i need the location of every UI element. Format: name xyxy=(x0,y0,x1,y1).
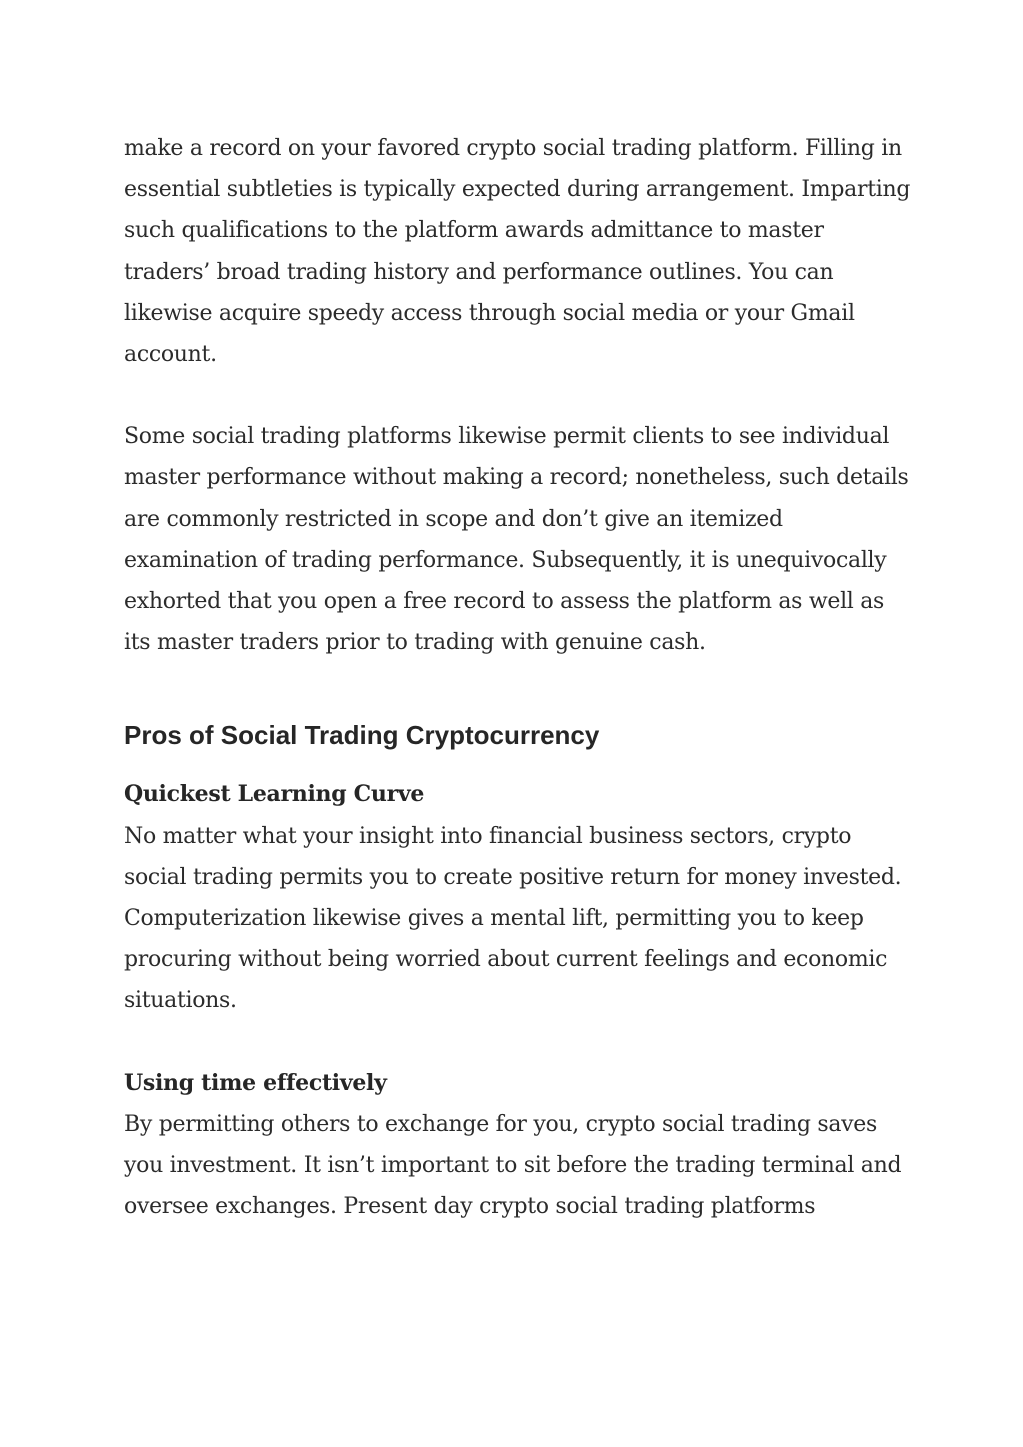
paragraph-learning-curve: No matter what your insight into financial business sectors, crypto social trading permits you to create positive return for money invested. Computerization likewise gives a mental lift, permitting you to keep procuring without being worried about current feelings and economic situations. xyxy=(124,823,902,1014)
paragraph-spacer xyxy=(124,1022,914,1063)
paragraph-account-setup: make a record on your favored crypto social trading platform. Filling in essential subtleties is typically expected during arrangement. Imparting such qualifications to the platform awards admittance to master traders’ broad trading history and performance outlines. You can likewise acquire speedy access through social media or your Gmail account. xyxy=(124,136,911,368)
subheading-learning-curve: Quickest Learning Curve xyxy=(124,781,425,808)
paragraph-spacer xyxy=(124,375,914,416)
paragraph-using-time: By permitting others to exchange for you, crypto social trading saves you investment. It isn’t important to sit before the trading terminal and oversee exchanges. Present day crypto social trading platforms xyxy=(124,1111,902,1220)
document-page xyxy=(124,128,914,1227)
heading-spacer xyxy=(124,752,914,774)
subheading-using-time: Using time effectively xyxy=(124,1069,387,1096)
section-spacer xyxy=(124,663,914,718)
section-heading-pros: Pros of Social Trading Cryptocurrency xyxy=(124,720,600,751)
paragraph-view-without-record: Some social trading platforms likewise permit clients to see individual master performance without making a record; nonetheless, such details are commonly restricted in scope and don’t give an itemized examination of trading performance. Subsequently, it is unequivocally exhorted that you open a free record to assess the platform as well as its master traders prior to trading with genuine cash. xyxy=(124,424,909,656)
